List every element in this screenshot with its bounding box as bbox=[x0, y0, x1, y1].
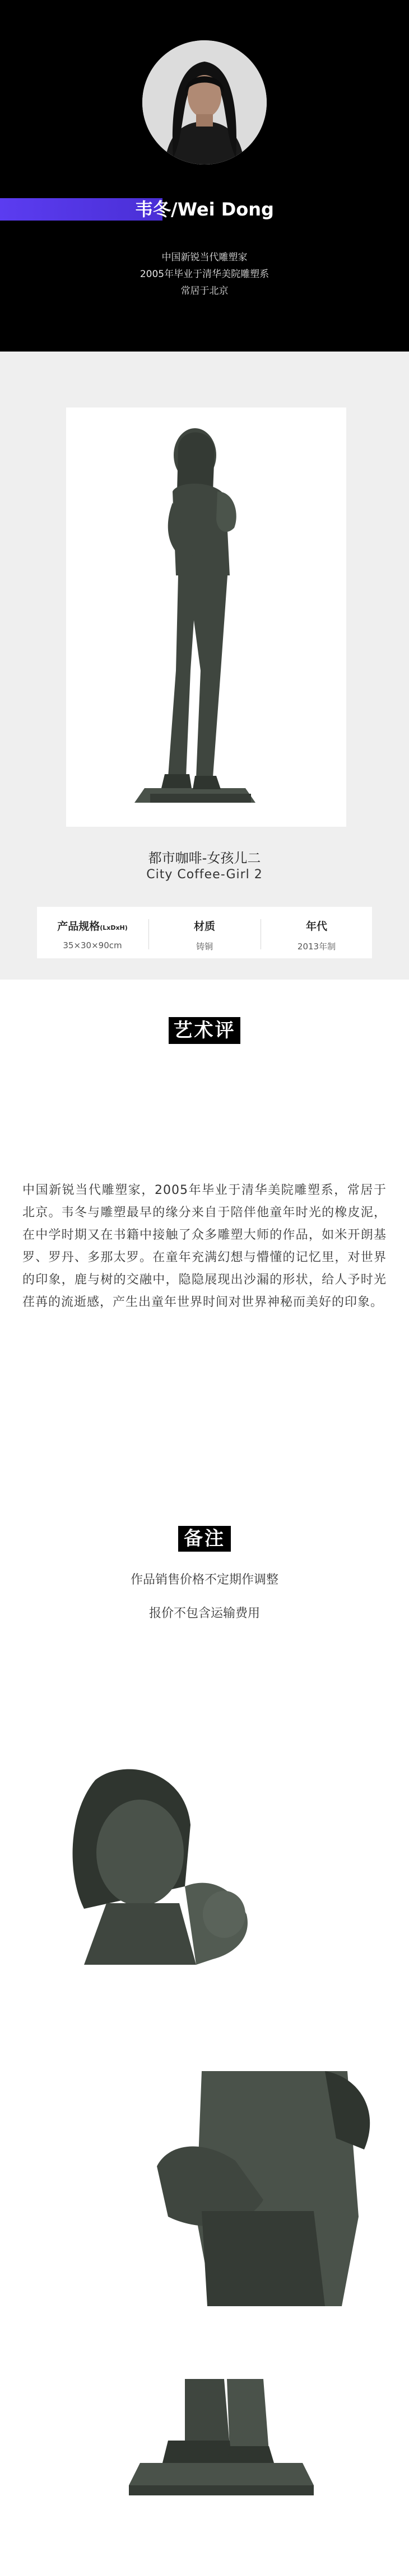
spec-label: 产品规格 bbox=[57, 920, 100, 933]
artist-avatar bbox=[142, 40, 267, 165]
product-image bbox=[66, 408, 346, 827]
note-line: 报价不包含运输费用 bbox=[148, 1607, 260, 1620]
evaluation-heading: 艺术评价 bbox=[169, 1017, 240, 1044]
spec-material bbox=[149, 907, 260, 958]
spec-value: 2013年制 bbox=[297, 942, 336, 952]
product-subtitle: City Coffee-Girl 2 bbox=[146, 868, 263, 882]
detail-image-feet bbox=[0, 2379, 409, 2502]
detail-image-head bbox=[0, 1763, 409, 1965]
spec-label-suffix: (LxDxH) bbox=[100, 924, 128, 931]
spec-value: 铸铜 bbox=[196, 942, 213, 952]
note-line: 作品销售价格不定期作调整 bbox=[130, 1573, 278, 1587]
spec-card bbox=[37, 907, 372, 958]
evaluation-text: 中国新锐当代雕塑家，2005年毕业于清华美院雕塑系，常居于北京。韦冬与雕塑最早的缘分来自于陪伴他童年时光的橡皮泥，在中学时期又在书籍中接触了众多雕塑大师的作品，如米开朗基罗、罗丹、多那太罗。在童年充满幻想与懵懂的记忆里，对世界的印象，鹿与树的交融中，隐隐展现出沙漏的形状，给人予时光荏苒的流逝感，产生出童年世界时间对世界神秘而美好的印象。 bbox=[22, 1183, 387, 1309]
spec-value: 35×30×90cm bbox=[63, 940, 122, 950]
product-title: 都市咖啡-女孩儿二 bbox=[148, 850, 261, 866]
artist-name: 韦冬/Wei Dong bbox=[135, 199, 274, 220]
spec-year bbox=[261, 907, 372, 958]
artist-bio-line: 中国新锐当代雕塑家 bbox=[161, 252, 248, 263]
detail-image-torso bbox=[0, 2071, 409, 2306]
spec-label: 年代 bbox=[305, 920, 327, 933]
notes-heading: 备注 bbox=[178, 1526, 231, 1552]
artist-bio-line: 2005年毕业于清华美院雕塑系 bbox=[140, 269, 269, 280]
artist-bio-line: 常居于北京 bbox=[180, 285, 229, 297]
spec-label: 材质 bbox=[193, 920, 215, 933]
spec-dimensions bbox=[37, 907, 148, 958]
